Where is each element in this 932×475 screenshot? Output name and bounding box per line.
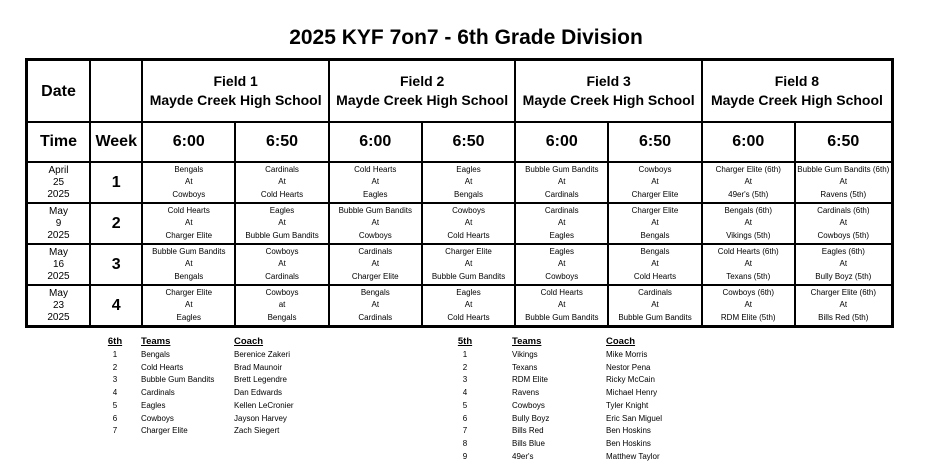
game-cell <box>142 285 235 327</box>
roster-number: 8 <box>462 438 468 448</box>
roster-team: RDM Elite <box>512 375 549 385</box>
game-cell <box>608 203 702 244</box>
roster-number: 6 <box>112 413 118 423</box>
week-row <box>27 285 893 327</box>
game-away: Cardinals <box>265 164 299 174</box>
game-cell <box>515 285 608 327</box>
roster-team-column <box>141 335 231 438</box>
game-cell <box>235 162 329 203</box>
game-at: At <box>557 300 566 310</box>
game-home: Cardinals <box>358 312 393 322</box>
game-home: Cold Hearts <box>260 189 304 199</box>
game-away: Cold Hearts <box>540 287 583 297</box>
game-home: Cardinals <box>544 189 579 199</box>
game-away: Bubble Gum Bandits <box>152 246 226 256</box>
roster-number: 2 <box>112 362 118 372</box>
game-home: Bubble Gum Bandits <box>431 271 506 281</box>
game-at: At <box>557 259 566 269</box>
game-at: At <box>278 218 286 228</box>
game-cell <box>608 285 702 327</box>
game-at: at <box>278 300 286 310</box>
time-header: Time <box>27 122 91 162</box>
game-home: Cowboys <box>545 271 579 281</box>
game-home: RDM Elite (5th) <box>720 312 776 322</box>
game-cell <box>702 203 795 244</box>
game-cell <box>329 203 422 244</box>
game-home: Bengals <box>454 189 483 199</box>
game-at: At <box>185 259 193 269</box>
game-home: Bills Red (5th) <box>818 312 869 322</box>
roster-number: 3 <box>112 375 118 385</box>
grade-heading: 6th <box>107 336 123 347</box>
game-home: Bengals <box>174 271 204 281</box>
game-home: Charger Elite <box>351 271 399 281</box>
time-slot: 6:50 <box>235 122 329 162</box>
game-home: Texans (5th) <box>726 271 771 281</box>
roster-6th <box>106 335 326 465</box>
game-at: At <box>371 177 380 187</box>
game-cell <box>329 244 422 285</box>
field-name: Field 1 <box>213 73 258 89</box>
game-cell <box>795 203 893 244</box>
field-school: Mayde Creek High School <box>149 92 322 108</box>
game-home: Bubble Gum Bandits <box>618 312 692 322</box>
roster-coach-column <box>234 335 324 438</box>
date-day: 9 <box>55 217 62 229</box>
game-at: At <box>839 177 848 187</box>
roster-coach: Michael Henry <box>606 388 658 398</box>
week-header: Week <box>90 122 142 162</box>
game-at: At <box>744 218 753 228</box>
teams-heading: Teams <box>512 336 542 347</box>
game-cell <box>702 285 795 327</box>
roster-coach: Ricky McCain <box>606 375 655 385</box>
roster-number: 7 <box>462 426 468 436</box>
game-at: At <box>185 218 193 228</box>
time-slot: 6:00 <box>142 122 235 162</box>
game-away: Bubble Gum Bandits <box>525 164 599 174</box>
game-at: At <box>557 177 566 187</box>
game-home: Vikings (5th) <box>726 230 771 240</box>
roster-number: 3 <box>462 375 468 385</box>
roster-number: 1 <box>462 350 468 359</box>
game-at: At <box>651 259 659 269</box>
roster-coach: Nestor Pena <box>606 362 651 372</box>
roster-coach-column <box>606 335 701 463</box>
date-month: May <box>49 205 68 217</box>
roster-team: Bills Blue <box>512 438 545 448</box>
date-day: 16 <box>52 258 65 270</box>
roster-number: 6 <box>462 413 468 423</box>
roster-team-column <box>512 335 602 463</box>
game-away: Cowboys <box>452 205 485 215</box>
game-away: Cardinals <box>358 246 393 256</box>
game-away: Cold Hearts <box>167 205 210 215</box>
field-header-row <box>27 60 893 123</box>
roster-coach: Berenice Zakeri <box>234 350 291 359</box>
game-at: At <box>651 218 659 228</box>
game-away: Bubble Gum Bandits (6th) <box>797 164 890 174</box>
date-day: 23 <box>52 299 65 311</box>
week-number: 3 <box>90 244 142 285</box>
field-school: Mayde Creek High School <box>710 92 883 108</box>
game-home: Cold Hearts <box>447 312 490 322</box>
game-away: Eagles (6th) <box>821 246 865 256</box>
game-home: Eagles <box>176 312 202 322</box>
game-home: Bengals <box>640 230 670 240</box>
game-away: Bengals <box>360 287 390 297</box>
game-cell <box>515 203 608 244</box>
roster-coach: Jayson Harvey <box>234 413 287 423</box>
roster-team: Cowboys <box>141 413 174 423</box>
game-at: At <box>371 218 380 228</box>
roster-coach: Zach Siegert <box>234 426 280 436</box>
game-home: Ravens (5th) <box>820 189 867 199</box>
time-slot: 6:50 <box>795 122 893 162</box>
game-away: Cold Hearts (6th) <box>717 246 779 256</box>
game-at: At <box>839 300 848 310</box>
game-cell <box>608 244 702 285</box>
blank-header-cell <box>90 60 142 123</box>
game-home: Cardinals <box>265 271 299 281</box>
date-year: 2025 <box>47 311 70 323</box>
field-header <box>515 60 701 123</box>
roster-number: 9 <box>462 451 468 461</box>
roster-5th <box>456 335 706 470</box>
game-home: Cowboys <box>172 189 206 199</box>
date-year: 2025 <box>47 188 70 200</box>
date-year: 2025 <box>47 270 70 282</box>
date-cell <box>27 162 91 203</box>
game-away: Eagles <box>549 246 574 256</box>
game-home: Charger Elite <box>165 230 213 240</box>
date-month: May <box>49 246 68 258</box>
game-away: Bengals (6th) <box>724 205 773 215</box>
game-cell <box>235 285 329 327</box>
game-at: At <box>278 177 286 187</box>
game-at: At <box>744 177 753 187</box>
roster-number: 5 <box>112 400 118 410</box>
game-cell <box>142 162 235 203</box>
game-away: Eagles <box>456 287 481 297</box>
roster-number: 1 <box>112 350 118 359</box>
game-cell <box>795 285 893 327</box>
game-at: At <box>278 259 286 269</box>
roster-team: Bills Red <box>512 426 544 436</box>
game-at: At <box>839 218 848 228</box>
roster-number: 5 <box>462 400 468 410</box>
game-away: Cold Hearts <box>354 164 397 174</box>
game-home: Bully Boyz (5th) <box>815 271 872 281</box>
time-slot: 6:50 <box>422 122 516 162</box>
game-home: Bengals <box>267 312 297 322</box>
game-home: Cowboys (5th) <box>817 230 870 240</box>
game-away: Cowboys <box>265 287 299 297</box>
week-row <box>27 244 893 285</box>
roster-number: 4 <box>112 388 118 398</box>
game-away: Cardinals <box>544 205 579 215</box>
field-school: Mayde Creek High School <box>522 92 695 108</box>
game-cell <box>422 244 516 285</box>
page-title: 2025 KYF 7on7 - 6th Grade Division <box>289 26 643 49</box>
field-header <box>329 60 515 123</box>
game-cell <box>235 244 329 285</box>
game-cell <box>702 162 795 203</box>
game-cell <box>142 203 235 244</box>
grade-heading: 5th <box>457 336 473 347</box>
game-away: Charger Elite <box>165 287 213 297</box>
roster-coach: Ben Hoskins <box>606 426 651 436</box>
game-cell <box>515 244 608 285</box>
game-cell <box>795 162 893 203</box>
field-header <box>702 60 893 123</box>
game-cell <box>235 203 329 244</box>
game-away: Bengals <box>640 246 670 256</box>
roster-coach: Dan Edwards <box>234 388 283 398</box>
roster-coach: Brad Maunoir <box>234 362 283 372</box>
game-cell <box>422 203 516 244</box>
date-month: May <box>49 287 68 299</box>
roster-team: Cardinals <box>141 388 175 398</box>
schedule-table <box>25 58 894 328</box>
game-at: At <box>185 177 193 187</box>
game-home: Eagles <box>363 189 388 199</box>
game-at: At <box>744 259 753 269</box>
game-home: 49er's (5th) <box>728 189 769 199</box>
game-home: Eagles <box>549 230 574 240</box>
game-away: Charger Elite (6th) <box>715 164 781 174</box>
roster-number-column <box>456 335 474 463</box>
game-cell <box>422 285 516 327</box>
game-cell <box>702 244 795 285</box>
game-away: Bengals <box>174 164 204 174</box>
roster-number: 7 <box>112 426 118 436</box>
roster-number: 4 <box>462 388 468 398</box>
game-at: At <box>371 300 380 310</box>
field-name: Field 3 <box>586 73 631 89</box>
game-away: Charger Elite <box>445 246 492 256</box>
game-at: At <box>651 300 659 310</box>
roster-team: Ravens <box>512 388 540 398</box>
game-cell <box>608 162 702 203</box>
roster-team: Eagles <box>141 400 166 410</box>
roster-coach: Brett Legendre <box>234 375 287 385</box>
roster-team: Charger Elite <box>141 426 188 436</box>
date-month: April <box>48 164 69 176</box>
roster-coach: Ben Hoskins <box>606 438 651 448</box>
game-away: Cowboys <box>638 164 672 174</box>
game-home: Charger Elite <box>631 189 679 199</box>
week-row <box>27 203 893 244</box>
game-at: At <box>464 218 473 228</box>
date-cell <box>27 285 91 327</box>
game-at: At <box>464 177 473 187</box>
roster-team: Vikings <box>512 350 538 359</box>
coach-heading: Coach <box>234 336 264 347</box>
roster-number-column <box>106 335 124 438</box>
roster-team: Cold Hearts <box>141 362 184 372</box>
time-slot: 6:00 <box>515 122 608 162</box>
game-at: At <box>839 259 848 269</box>
game-cell <box>329 285 422 327</box>
field-school: Mayde Creek High School <box>336 92 509 108</box>
game-away: Cowboys (6th) <box>722 287 775 297</box>
week-row <box>27 162 893 203</box>
game-away: Cowboys <box>265 246 299 256</box>
time-slot: 6:00 <box>329 122 422 162</box>
time-slot: 6:00 <box>702 122 795 162</box>
game-away: Cardinals (6th) <box>817 205 870 215</box>
field-name: Field 2 <box>399 73 445 89</box>
date-day: 25 <box>52 176 65 188</box>
roster-coach: Tyler Knight <box>606 400 649 410</box>
roster-coach: Kellen LeCronier <box>234 400 294 410</box>
week-number: 1 <box>90 162 142 203</box>
roster-team: Texans <box>512 362 538 372</box>
date-cell <box>27 244 91 285</box>
game-away: Cardinals <box>638 287 672 297</box>
roster-coach: Eric San Miguel <box>606 413 663 423</box>
game-away: Eagles <box>456 164 481 174</box>
game-home: Cowboys <box>358 230 392 240</box>
game-away: Charger Elite (6th) <box>810 287 876 297</box>
game-home: Cold Hearts <box>447 230 490 240</box>
game-away: Bubble Gum Bandits <box>338 205 412 215</box>
roster-team: Cowboys <box>512 400 545 410</box>
week-number: 4 <box>90 285 142 327</box>
game-at: At <box>744 300 753 310</box>
game-cell <box>795 244 893 285</box>
game-cell <box>422 162 516 203</box>
game-home: Bubble Gum Bandits <box>525 312 599 322</box>
roster-number: 2 <box>462 362 468 372</box>
roster-team: Bubble Gum Bandits <box>141 375 215 385</box>
game-at: At <box>371 259 380 269</box>
time-header-row <box>27 122 893 162</box>
game-at: At <box>185 300 193 310</box>
game-cell <box>142 244 235 285</box>
game-at: At <box>557 218 566 228</box>
roster-team: Bengals <box>141 350 170 359</box>
roster-team: 49er's <box>512 451 534 461</box>
game-cell <box>329 162 422 203</box>
time-slot: 6:50 <box>608 122 702 162</box>
week-number: 2 <box>90 203 142 244</box>
field-header <box>142 60 328 123</box>
game-at: At <box>464 259 473 269</box>
game-away: Eagles <box>269 205 295 215</box>
game-home: Bubble Gum Bandits <box>245 230 319 240</box>
game-at: At <box>464 300 473 310</box>
date-year: 2025 <box>47 229 70 241</box>
roster-team: Bully Boyz <box>512 413 550 423</box>
game-at: At <box>651 177 659 187</box>
roster-coach: Mike Morris <box>606 350 648 359</box>
date-cell <box>27 203 91 244</box>
roster-coach: Matthew Taylor <box>606 451 660 461</box>
game-cell <box>515 162 608 203</box>
date-header: Date <box>27 60 91 123</box>
game-home: Cold Hearts <box>633 271 677 281</box>
teams-heading: Teams <box>141 336 171 347</box>
coach-heading: Coach <box>606 336 636 347</box>
game-away: Charger Elite <box>631 205 679 215</box>
field-name: Field 8 <box>774 73 820 89</box>
